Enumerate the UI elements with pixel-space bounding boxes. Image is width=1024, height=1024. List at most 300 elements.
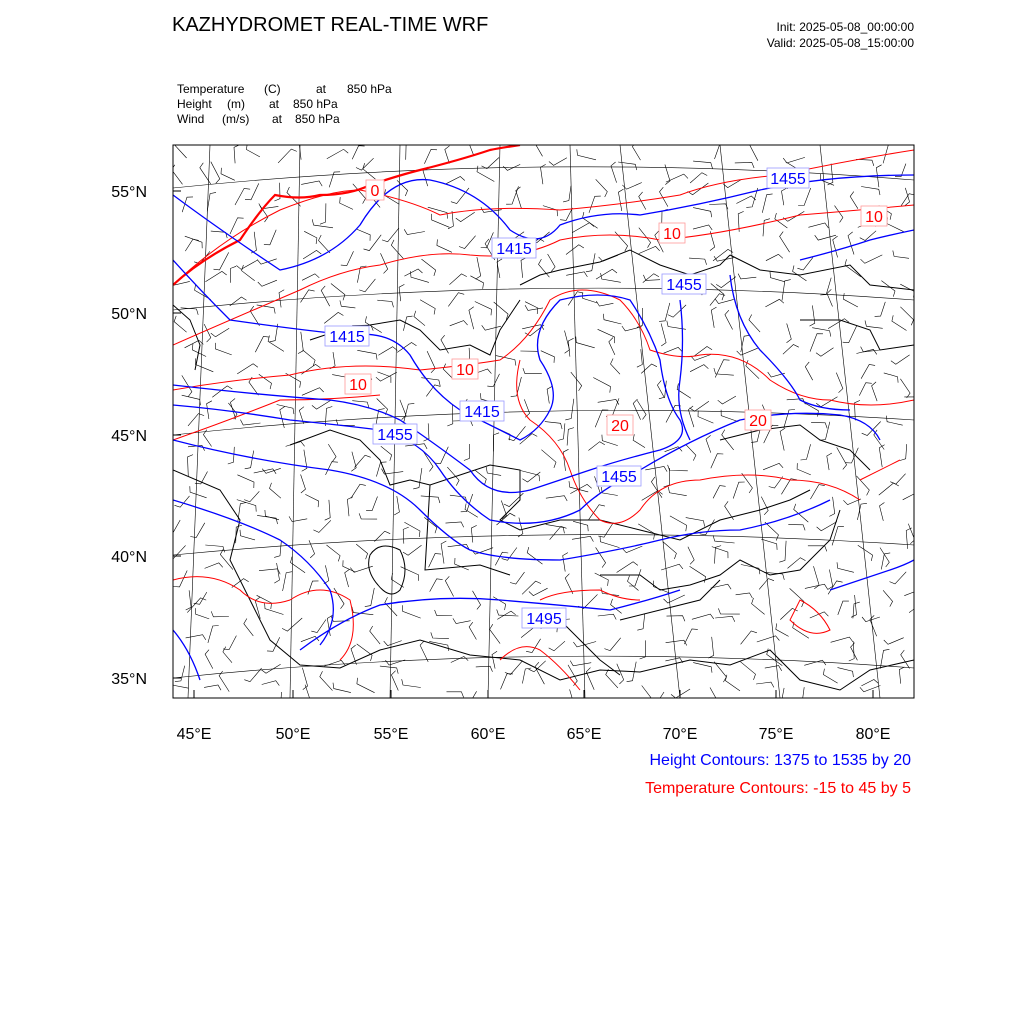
wind-barb: [618, 162, 637, 170]
wind-barb: [899, 667, 904, 684]
wind-barb: [549, 641, 565, 651]
field-level: 850 hPa: [347, 82, 392, 96]
wind-barb: [661, 564, 683, 570]
wind-barb: [380, 666, 398, 674]
wind-barb: [431, 632, 449, 638]
wind-barb: [381, 446, 392, 461]
lon-label: 80°E: [855, 726, 891, 743]
wind-barb: [858, 545, 873, 561]
wind-barb: [572, 223, 594, 233]
wind-barb: [274, 563, 279, 583]
wind-barb: [805, 584, 828, 589]
wind-barb: [359, 513, 377, 519]
wind-barb: [242, 265, 255, 281]
wind-barb: [565, 574, 573, 594]
height-label: [492, 238, 536, 258]
wind-barb: [301, 475, 306, 494]
wind-barb: [476, 257, 481, 279]
wind-barb: [763, 463, 783, 469]
wind-barb: [190, 523, 205, 538]
lon-label: 70°E: [662, 726, 698, 743]
wind-barb: [810, 334, 823, 352]
wind-barb: [455, 558, 469, 570]
wind-barb: [357, 678, 375, 693]
wind-barb: [588, 442, 604, 451]
wind-barb: [445, 146, 450, 164]
wind-barb: [906, 528, 912, 549]
wind-barb: [267, 637, 280, 651]
wind-barb: [211, 328, 229, 337]
wind-barb: [900, 444, 907, 460]
wind-barb: [304, 231, 317, 244]
wind-barb: [541, 164, 546, 184]
wind-barb: [529, 588, 548, 595]
wind-barb: [305, 494, 318, 507]
wind-barb: [175, 666, 185, 682]
wind-barb: [482, 325, 501, 330]
wind-barb: [756, 682, 774, 687]
wind-barb: [211, 162, 220, 184]
wind-barb: [446, 522, 464, 527]
wind-barb: [880, 548, 889, 567]
wind-barb: [549, 158, 567, 166]
wind-barb: [776, 623, 789, 636]
wind-barb: [456, 212, 475, 221]
wind-barb: [568, 292, 583, 306]
wind-barb: [333, 683, 351, 693]
wind-barb: [600, 536, 620, 548]
height-label-text: 1455: [666, 277, 702, 294]
wind-barb: [441, 541, 446, 564]
wind-barb: [526, 639, 541, 653]
height-label-text: 1415: [496, 241, 532, 258]
wind-barb: [204, 685, 221, 690]
wind-barb: [692, 614, 714, 619]
wind-barb: [737, 348, 758, 355]
wind-barb: [752, 598, 765, 614]
wind-barb: [331, 284, 345, 301]
wind-barb: [516, 187, 522, 208]
wind-barb: [404, 269, 422, 276]
chart-title: KAZHYDROMET REAL-TIME WRF: [172, 14, 489, 36]
wind-barb: [722, 430, 734, 450]
lat-label: 50°N: [111, 306, 147, 323]
lat-label: 45°N: [111, 428, 147, 445]
wind-barb: [577, 149, 596, 160]
wind-barb: [255, 337, 269, 353]
wind-barb: [492, 651, 497, 668]
wind-barb: [879, 445, 884, 467]
wind-barb: [403, 527, 409, 544]
height-label-text: 1415: [329, 329, 365, 346]
wind-barb: [733, 482, 745, 499]
wind-barb: [471, 525, 476, 542]
wind-barb: [829, 497, 834, 517]
wind-barb: [520, 351, 539, 357]
wind-barb: [689, 258, 707, 265]
wind-barb: [377, 372, 391, 383]
wind-barb: [214, 252, 229, 270]
wind-barb: [641, 364, 657, 373]
wind-barb: [667, 321, 686, 330]
wind-barb: [831, 637, 853, 642]
wind-barb: [185, 239, 199, 251]
wind-barb: [861, 255, 883, 263]
wind-barb: [578, 594, 597, 608]
wind-barb: [611, 599, 622, 614]
wind-barb: [470, 276, 483, 289]
wind-barb: [404, 403, 415, 422]
wind-barb: [245, 451, 254, 469]
wind-barb: [404, 229, 425, 234]
wind-barb: [493, 597, 505, 610]
wind-barb: [450, 321, 468, 326]
wind-barb: [645, 467, 667, 472]
height-label: [597, 466, 641, 486]
wind-barb: [664, 595, 685, 603]
wind-barb: [493, 433, 499, 452]
wind-barb: [860, 686, 881, 692]
height-label: [373, 424, 417, 444]
wind-barb: [671, 689, 690, 698]
wind-barb: [570, 661, 591, 666]
wind-barb: [277, 405, 294, 415]
wind-barb: [582, 292, 597, 303]
wind-barb: [490, 624, 501, 643]
wind-barb: [855, 400, 861, 420]
temperature-label-text: 10: [663, 226, 681, 243]
wind-barb: [411, 271, 429, 282]
wind-barb: [320, 671, 333, 690]
wind-barb: [211, 611, 229, 617]
wind-barb: [173, 138, 187, 158]
wind-barb: [448, 544, 470, 549]
wind-barb: [319, 235, 331, 253]
wind-barb: [464, 444, 470, 461]
wind-barb: [711, 454, 724, 469]
wind-barb: [363, 163, 376, 179]
wind-barb: [900, 307, 913, 326]
wind-barb: [710, 688, 719, 708]
wind-barb: [459, 236, 476, 249]
wind-barb: [535, 662, 544, 684]
wind-barb: [327, 149, 348, 158]
wind-barb: [780, 428, 785, 451]
wind-barb: [657, 381, 664, 398]
wind-barb: [186, 590, 191, 610]
wind-barb: [449, 274, 466, 285]
height-label-text: 1455: [770, 171, 806, 188]
wind-barb: [468, 137, 474, 156]
wind-barb: [330, 352, 335, 369]
wind-barb: [278, 149, 297, 163]
wind-barb: [521, 258, 526, 278]
wind-barb: [820, 278, 831, 295]
wind-barb: [668, 487, 686, 496]
wind-barb: [203, 430, 211, 447]
wind-barb: [258, 280, 277, 286]
wind-barb: [235, 188, 250, 205]
lat-label: 40°N: [111, 549, 147, 566]
field-name: Height: [177, 97, 212, 111]
wind-barb: [598, 400, 619, 405]
wind-barb: [376, 372, 397, 381]
wind-barb: [320, 203, 326, 224]
wind-barb: [693, 663, 712, 673]
height-label: [460, 401, 504, 421]
wind-barb: [565, 331, 570, 354]
lon-label: 45°E: [176, 726, 212, 743]
wind-barb: [259, 569, 280, 574]
wind-barb: [862, 617, 880, 622]
wind-barb: [797, 258, 812, 270]
wind-barb: [693, 225, 712, 230]
wind-barb: [810, 305, 815, 326]
wind-barb: [742, 473, 753, 493]
wind-barb: [352, 146, 364, 160]
wind-barb: [543, 206, 558, 217]
lon-label: 55°E: [373, 726, 409, 743]
wind-barb: [437, 239, 452, 252]
wind-barb: [541, 450, 556, 468]
wind-barb: [357, 350, 377, 359]
wind-barb: [545, 422, 562, 430]
wind-barb: [609, 338, 615, 355]
wind-barb: [693, 208, 712, 218]
wind-barb: [714, 368, 734, 375]
wind-barb: [736, 196, 755, 204]
wind-barb: [900, 284, 914, 297]
temperature-label: [607, 415, 633, 435]
wind-barb: [765, 666, 782, 671]
wind-barb: [547, 386, 552, 403]
wind-barb: [473, 591, 481, 610]
wind-barb: [823, 669, 837, 683]
wind-barb: [219, 671, 229, 692]
wind-barb: [302, 388, 324, 396]
wind-barb: [633, 399, 640, 420]
wind-barb: [240, 420, 260, 425]
wind-barb: [424, 149, 437, 163]
wind-barb: [351, 484, 366, 498]
wind-barb: [651, 477, 662, 498]
wind-barb: [432, 214, 450, 227]
wind-barb: [738, 274, 756, 279]
height-label-text: 1455: [601, 469, 637, 486]
wind-barb: [856, 159, 874, 166]
wind-barb: [475, 302, 492, 316]
wind-barb: [365, 588, 375, 607]
wind-barb: [711, 307, 716, 328]
wind-barb: [447, 405, 453, 426]
wind-barb: [857, 503, 867, 520]
wind-barb: [522, 668, 531, 684]
wind-barb: [182, 197, 193, 212]
wind-barb: [570, 484, 591, 493]
wind-barb: [859, 383, 872, 396]
wind-barb: [666, 405, 681, 422]
wind-barb: [420, 641, 428, 662]
wind-barb: [880, 503, 885, 521]
wind-barb: [182, 395, 201, 405]
wind-barb: [565, 399, 574, 420]
wind-barb: [861, 187, 880, 196]
wind-barb: [761, 497, 768, 515]
wind-barb: [402, 679, 421, 687]
wind-barb: [274, 541, 281, 557]
temperature-label: [861, 206, 887, 226]
wind-barb: [661, 323, 666, 346]
wind-barb: [725, 675, 740, 691]
wind-barb: [827, 453, 832, 470]
wind-barb: [325, 500, 331, 520]
wind-barb: [249, 377, 259, 395]
wind-barb: [451, 657, 468, 663]
wind-barb: [476, 666, 493, 672]
wind-barb: [793, 266, 807, 281]
wind-barb: [401, 567, 419, 581]
wind-barb: [715, 546, 722, 564]
wind-barb: [238, 503, 247, 523]
wind-barb: [765, 299, 784, 307]
wind-barb: [598, 523, 613, 538]
wind-barb: [327, 545, 341, 561]
wind-barb: [205, 563, 223, 569]
wind-barb: [420, 300, 435, 315]
wind-barb: [469, 307, 474, 330]
wind-barb: [622, 183, 641, 190]
latitude-labels: [111, 184, 147, 688]
wind-barb: [884, 638, 904, 645]
wind-barb: [204, 324, 211, 342]
wind-barb: [355, 455, 371, 467]
wind-barb: [435, 610, 453, 616]
wind-barb: [735, 162, 754, 168]
wind-barb: [244, 491, 259, 502]
wind-barb: [783, 157, 805, 163]
wind-barb: [313, 520, 331, 532]
wind-barb: [659, 303, 670, 322]
height-label-text: 1495: [526, 611, 562, 628]
wind-barb: [501, 674, 514, 690]
field-unit: (m/s): [222, 112, 250, 126]
wind-barb: [311, 620, 326, 633]
wind-barb: [900, 379, 910, 398]
wind-barb: [718, 608, 739, 614]
wind-barb: [801, 444, 811, 460]
wind-barb: [505, 661, 523, 675]
wind-barb: [205, 650, 213, 669]
wind-barb: [572, 536, 593, 541]
wind-barb: [617, 562, 638, 573]
wind-barb: [642, 686, 653, 706]
wind-barb: [804, 660, 826, 665]
temperature-label: [659, 223, 685, 243]
wind-barb: [706, 435, 711, 452]
wind-barb: [596, 269, 617, 279]
wind-barb: [708, 637, 713, 658]
wind-barb: [301, 181, 322, 186]
wind-barb: [741, 631, 757, 644]
wind-barb: [715, 299, 734, 304]
wind-barb: [790, 588, 804, 607]
wind-barb: [441, 335, 449, 353]
wind-barb: [568, 338, 573, 356]
wind-barb: [523, 368, 542, 374]
wind-barb: [428, 207, 448, 218]
wind-barb: [188, 455, 194, 477]
wind-barb: [715, 616, 735, 621]
wind-barb: [568, 665, 577, 686]
wind-barb: [602, 435, 618, 446]
wind-barb: [848, 232, 854, 255]
wind-barb: [781, 479, 796, 495]
wind-barb: [546, 496, 567, 501]
wind-barb: [782, 188, 787, 205]
wind-barb: [234, 145, 240, 164]
wind-barb: [812, 328, 831, 337]
wind-barb: [205, 271, 226, 281]
wind-barb: [833, 236, 838, 257]
wind-barb: [589, 196, 601, 213]
wind-barb: [637, 400, 646, 419]
wind-barb: [716, 277, 736, 288]
wind-barb: [244, 619, 254, 636]
wind-barb: [309, 540, 315, 558]
wind-barb: [366, 497, 377, 511]
wind-barb: [622, 546, 642, 553]
temperature-label-text: 20: [611, 418, 629, 435]
init-time: Init: 2025-05-08_00:00:00: [776, 20, 914, 34]
wind-barb: [541, 351, 555, 363]
wind-barb: [563, 553, 568, 572]
wind-barb: [710, 294, 725, 306]
wind-barb: [328, 444, 336, 461]
temperature-label: [366, 180, 384, 200]
temperature-legend: Temperature Contours: -15 to 45 by 5: [645, 780, 911, 797]
wind-barb: [312, 219, 333, 228]
wind-barb: [487, 374, 499, 387]
wind-barb: [881, 281, 895, 297]
temperature-zero-contour: [173, 145, 520, 285]
wind-barb: [548, 254, 556, 272]
wind-barb: [603, 314, 621, 324]
wind-barb: [341, 251, 354, 265]
wind-barb: [413, 468, 422, 489]
lon-label: 60°E: [470, 726, 506, 743]
wind-barb: [805, 362, 812, 380]
field-name: Wind: [177, 112, 205, 126]
wind-barb: [780, 232, 790, 253]
field-level: 850 hPa: [293, 97, 338, 111]
wind-barb: [596, 547, 606, 567]
wind-barb: [796, 687, 804, 705]
wind-barb: [767, 649, 783, 666]
wind-barb: [359, 279, 375, 292]
wind-barb: [593, 378, 610, 393]
wind-barb: [302, 274, 319, 281]
wind-barb: [893, 251, 909, 259]
wind-barb: [698, 411, 713, 424]
wind-barb: [810, 612, 829, 618]
wind-barb: [686, 444, 696, 460]
wind-barb: [586, 253, 595, 271]
wind-barb: [690, 173, 707, 183]
wind-barb: [302, 668, 307, 690]
wind-barb: [481, 232, 494, 247]
wind-barb: [787, 324, 792, 343]
wind-barb: [835, 206, 843, 223]
